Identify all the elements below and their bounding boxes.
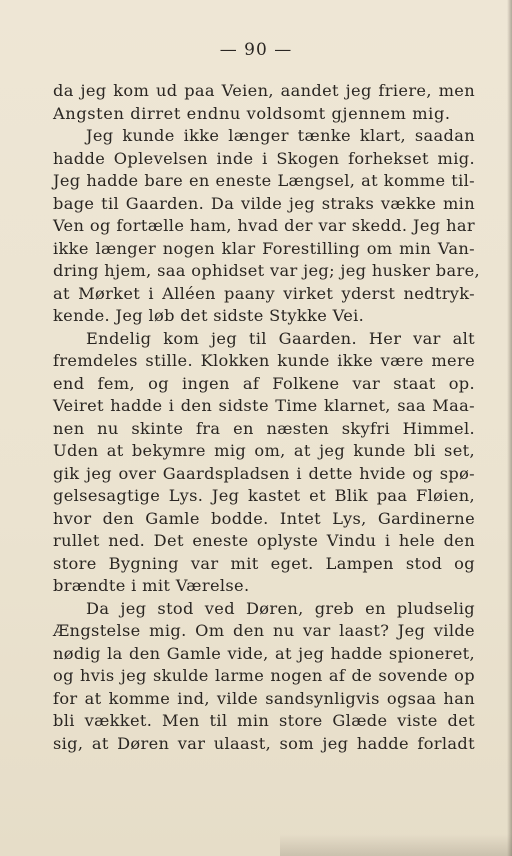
text-line: Angsten dirret endnu voldsomt gjennem mig. — [53, 103, 451, 123]
text-line: Endelig kom jeg til Gaarden. Her var alt — [86, 328, 475, 348]
page-number: — 90 — — [219, 40, 293, 60]
text-line: og hvis jeg skulde larme nogen af de sovende op — [53, 666, 475, 685]
text-line: gelsesagtige Lys. Jeg kastet et Blik paa Fløien, — [53, 486, 475, 505]
text-line: sig, at Døren var ulaast, som jeg hadde forladt — [53, 733, 475, 753]
text-line: Ængstelse mig. Om den nu var laast? Jeg vilde — [53, 621, 475, 640]
page-corner-shadow — [280, 834, 512, 856]
text-line: fremdeles stille. Klokken kunde ikke være mere — [53, 351, 475, 370]
text-line: nødig la den Gamle vide, at jeg hadde spioneret, — [53, 643, 475, 663]
text-line: bage til Gaarden. Da vilde jeg straks vække min — [53, 193, 475, 213]
text-line: kende. Jeg løb det sidste Stykke Vei. — [53, 306, 365, 325]
text-line: at Mørket i Alléen paany virket yderst nedtryk- — [53, 283, 475, 303]
text-line: Ven og fortælle ham, hvad der var skedd. Jeg har — [53, 216, 475, 235]
text-line: rullet ned. Det eneste oplyste Vindu i hele den — [53, 531, 475, 550]
text-line: store Bygning var mit eget. Lampen stod og — [53, 553, 475, 573]
text-line: gik jeg over Gaardspladsen i dette hvide og spø- — [53, 463, 475, 483]
text-line: nen nu skinte fra en næsten skyfri Himmel. — [53, 418, 475, 438]
text-line: da jeg kom ud paa Veien, aandet jeg friere, men — [53, 81, 475, 100]
text-line: Da jeg stod ved Døren, greb en pludselig — [86, 598, 475, 618]
text-line: ikke længer nogen klar Forestilling om min Van- — [53, 238, 475, 258]
text-line: end fem, og ingen af Folkene var staat op. — [53, 373, 475, 393]
body-text — [53, 80, 480, 755]
text-line: bli vækket. Men til min store Glæde viste det — [53, 711, 475, 730]
text-line: for at komme ind, vilde sandsynligvis ogsaa han — [53, 688, 475, 708]
text-line: Jeg hadde bare en eneste Længsel, at komme til- — [53, 171, 475, 190]
text-line: Jeg kunde ikke længer tænke klart, saadan — [86, 126, 475, 145]
text-line: hvor den Gamle bodde. Intet Lys, Gardinerne — [53, 508, 475, 528]
text-line: dring hjem, saa ophidset var jeg; jeg husker bare, — [53, 261, 480, 280]
text-line: Veiret hadde i den sidste Time klarnet, saa Maa- — [53, 396, 475, 415]
text-line: brændte i mit Værelse. — [53, 576, 250, 595]
text-line: Uden at bekymre mig om, at jeg kunde bli set, — [53, 441, 475, 460]
text-line: hadde Oplevelsen inde i Skogen forhekset mig. — [53, 148, 475, 168]
page-edge-shadow — [507, 0, 512, 856]
